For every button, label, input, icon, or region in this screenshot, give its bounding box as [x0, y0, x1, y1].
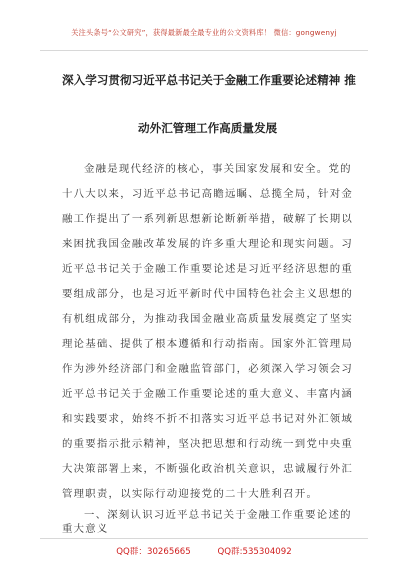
footer-divider — [40, 538, 368, 539]
footer-qq-group-2: QQ群:535304092 — [217, 547, 292, 557]
body-line: 近平总书记关于金融工作重要论述是习近平经济思想的重 — [62, 263, 354, 275]
body-line: 管理职责，以实际行动迎接党的二十大胜利召开。 — [62, 488, 319, 500]
body-line: 来困扰我国金融改革发展的许多重大理论和现实问题。习 — [62, 238, 354, 250]
document-title-line-1: 深入学习贯彻习近平总书记关于金融工作重要论述精神 推 — [62, 73, 356, 87]
body-line: 金融是现代经济的核心，事关国家发展和安全。党的 — [84, 163, 352, 175]
footer — [0, 545, 408, 557]
header-banner: 关注头条号“公文研究”，获得最新最全最专业的公文资料库！ 微信：gongwenyj — [71, 28, 337, 37]
body-line: 作为涉外经济部门和金融监管部门，必须深入学习领会习 — [62, 363, 354, 375]
footer-qq-group-1: QQ群：30265665 — [116, 547, 191, 557]
section-heading-line: 一、深刻认识习近平总书记关于金融工作重要论述的 — [84, 509, 352, 521]
body-line: 融工作提出了一系列新思想新论断新举措，破解了长期以 — [62, 213, 354, 225]
body-line: 和实践要求，始终不折不扣落实习近平总书记对外汇领域 — [62, 413, 354, 425]
section-heading-line: 重大意义 — [62, 523, 109, 535]
body-line: 近平总书记关于金融工作重要论述的重大意义、丰富内涵 — [62, 388, 354, 400]
header-divider — [40, 50, 368, 51]
body-line: 的重要指示批示精神，坚决把思想和行动统一到党中央重 — [62, 438, 354, 450]
body-line: 大决策部署上来，不断强化政治机关意识，忠诚履行外汇 — [62, 463, 354, 475]
body-line: 要组成部分，也是习近平新时代中国特色社会主义思想的 — [62, 288, 354, 300]
document-title-line-2: 动外汇管理工作高质量发展 — [138, 121, 278, 135]
body-line: 有机组成部分，为推动我国金融业高质量发展奠定了坚实 — [62, 313, 354, 325]
body-line: 十八大以来，习近平总书记高瞻远瞩、总揽全局，针对金 — [62, 188, 354, 200]
body-line: 理论基础、提供了根本遵循和行动指南。国家外汇管理局 — [62, 338, 354, 350]
